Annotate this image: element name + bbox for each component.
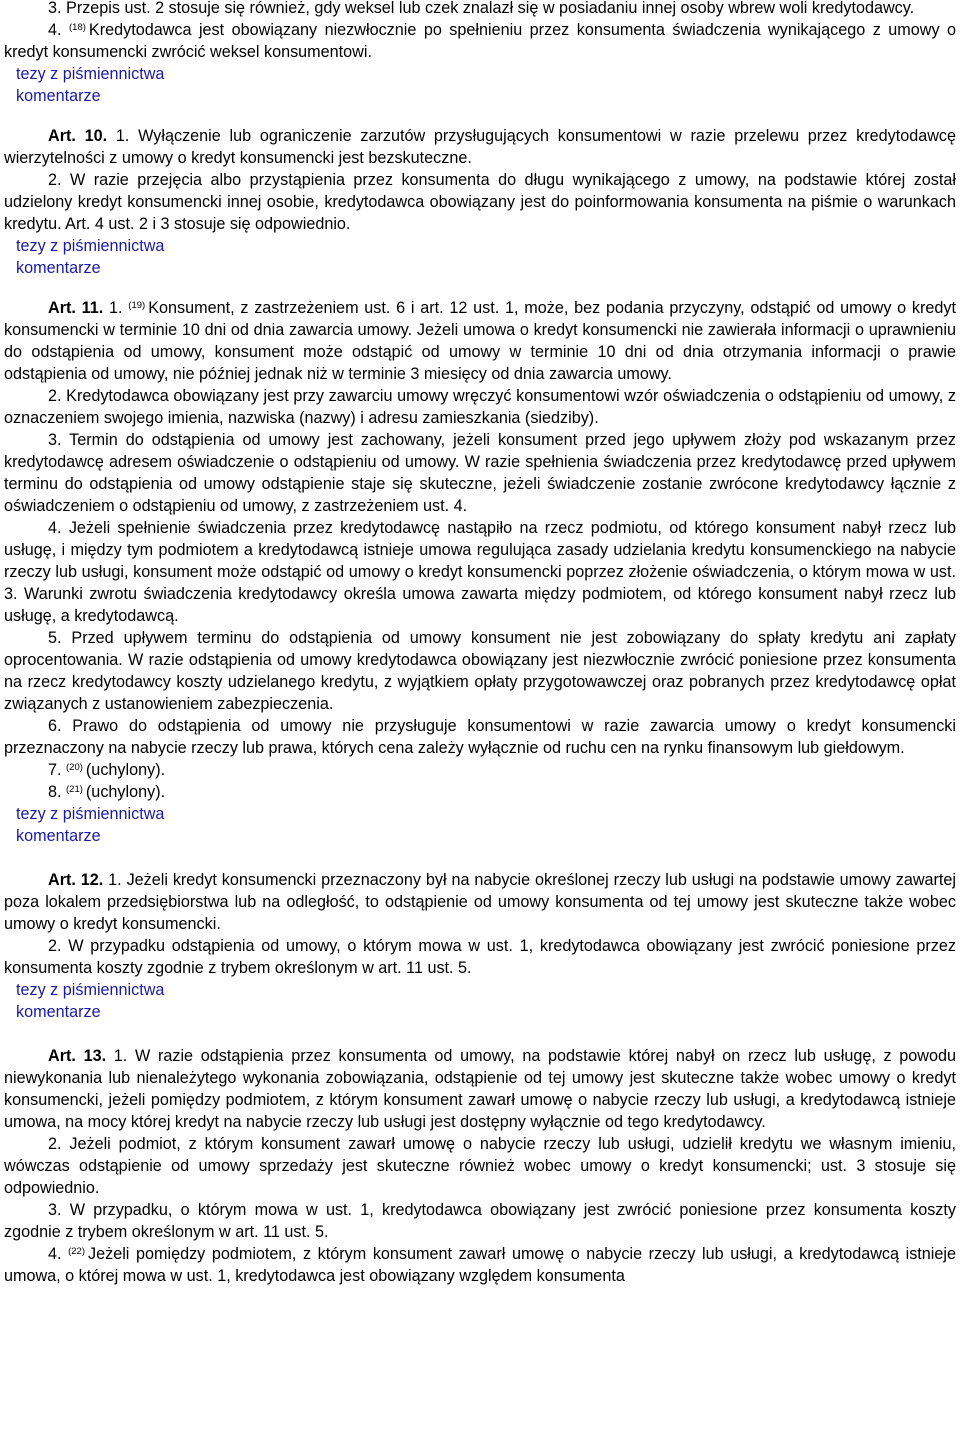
paragraph-number: 1. <box>109 299 123 317</box>
paragraph-text: (uchylony). <box>85 761 166 779</box>
paragraph-number: 4. <box>48 1245 62 1263</box>
article-heading: Art. 12. <box>48 871 104 889</box>
paragraph-number: 7. <box>48 761 62 779</box>
paragraph-text: Konsument, z zastrzeżeniem ust. 6 i art. 12 ust. 1, może, bez podania przyczyny, odstąpić od umowy o kredyt konsumencki w terminie 10 dni od dnia zawarcia umowy. Jeżeli umowa o kredyt konsumencki nie zawierała informacji o uprawnieniu do odstąpienia od umowy, konsument może odstąpić od umowy w terminie 10 dni od dnia otrzymania informacji o prawie odstąpienia od umowy, nie później jednak niż w terminie 3 miesięcy od dnia zawarcia umowy. <box>4 299 957 383</box>
paragraph-number: 4. <box>48 21 62 39</box>
paragraph-text: W razie przejęcia albo przystąpienia przez konsumenta do długu wynikającego z umowy, na podstawie której został udzielony kredyt konsumencki innej osobie, kredytodawca obowiązany jest do poinformowania konsumenta na piśmie o warunkach kredytu. Art. 4 ust. 2 i 3 stosuje się odpowiednio. <box>4 171 956 233</box>
paragraph-text: Kredytodawca jest obowiązany niezwłocznie po spełnieniu przez konsumenta świadczenia wynikającego z umowy o kredyt konsumencki zwrócić weksel konsumentowi. <box>4 21 957 61</box>
footnote-ref[interactable]: (22) <box>68 1246 86 1257</box>
article-10 <box>4 125 956 169</box>
article-heading: Art. 10. <box>48 127 108 145</box>
paragraph-text: Jeżeli kredyt konsumencki przeznaczony był na nabycie określonej rzeczy lub usługi na podstawie umowy zawartej poza lokalem przedsiębiorstwa lub na odległość, to odstąpienie od umowy konsumenta od tej umowy jest skuteczne także wobec umowy o kredyt konsumencki. <box>4 871 957 933</box>
article-12-paragraph-2: 2. W przypadku odstąpienia od umowy, o którym mowa w ust. 1, kredytodawca obowiązany jest zwrócić poniesione przez konsumenta koszty zgodnie z trybem określonym w art. 11 ust. 5. <box>4 937 956 977</box>
paragraph-3 <box>4 0 956 19</box>
paragraph-4 <box>4 19 956 63</box>
paragraph-number: 2. <box>48 171 62 189</box>
link-tezy[interactable]: tezy z piśmiennictwa <box>16 805 165 823</box>
article-11-paragraph-2: 2. Kredytodawca obowiązany jest przy zawarciu umowy wręczyć konsumentowi wzór oświadczenia o odstąpieniu od umowy, z oznaczeniem swojego imienia, nazwiska (nazwy) i adresu zamieszkania (siedziby). <box>4 387 956 427</box>
link-komentarze[interactable]: komentarze <box>16 827 101 845</box>
paragraph-text: W razie odstąpienia przez konsumenta od umowy, na podstawie której nabył on rzecz lub usługę, z powodu niewykonania lub nienależytego wykonania zobowiązania, odstąpienie od tej umowy jest skuteczne także wobec umowy o kredyt konsumencki, jeżeli pomiędzy podmiotem, z którym konsument zawarł umowę o nabycie rzeczy lub usługi, a kredytodawcą istnieje umowa, na mocy której kredyt na nabycie rzeczy lub usługi jest dostępny wyłącznie od tego kredytodawcy. <box>4 1047 957 1131</box>
paragraph-number: 1. <box>113 1047 128 1065</box>
article-11-paragraph-6: 6. Prawo do odstąpienia od umowy nie przysługuje konsumentowi w razie zawarcia umowy o kredyt konsumencki przeznaczony na nabycie rzeczy lub prawa, których cena zależy wyłącznie od ruchu cen na rynku finansowym lub giełdowym. <box>4 717 956 757</box>
footnote-ref[interactable]: (21) <box>66 784 83 795</box>
link-tezy[interactable]: tezy z piśmiennictwa <box>16 981 165 999</box>
article-heading: Art. 13. <box>48 1047 107 1065</box>
link-tezy[interactable]: tezy z piśmiennictwa <box>16 65 165 83</box>
link-komentarze[interactable]: komentarze <box>16 1003 101 1021</box>
article-11-paragraph-7 <box>4 759 956 781</box>
paragraph-text: (uchylony). <box>85 783 166 801</box>
article-11-paragraph-4: 4. Jeżeli spełnienie świadczenia przez kredytodawcę nastąpiło na rzecz podmiotu, od którego konsument nabył rzecz lub usługę, i między tym podmiotem a kredytodawcą istnieje umowa regulująca zasady udzielania kredytu konsumenckiego na nabycie rzeczy lub usługi, konsument może odstąpić od umowy o kredyt konsumencki poprzez złożenie oświadczenia, o którym mowa w ust. 3. Warunki zwrotu świadczenia kredytodawcy określa umowa zawarta między podmiotem, od którego konsument nabył rzecz lub usługę, a kredytodawcą. <box>4 519 956 625</box>
paragraph-number: 1. <box>108 871 122 889</box>
paragraph-number: 1. <box>115 127 130 145</box>
paragraph-number: 3. <box>48 0 62 17</box>
article-11 <box>4 297 956 385</box>
link-komentarze[interactable]: komentarze <box>16 87 101 105</box>
footnote-ref[interactable]: (20) <box>66 762 83 773</box>
paragraph-text: Wyłączenie lub ograniczenie zarzutów przysługujących konsumentowi w razie przelewu przez kredytodawcę wierzytelności z umowy o kredyt konsumencki jest bezskuteczne. <box>4 127 956 167</box>
paragraph-number: 8. <box>48 783 62 801</box>
link-tezy[interactable]: tezy z piśmiennictwa <box>16 237 165 255</box>
article-13-paragraph-2: 2. Jeżeli podmiot, z którym konsument zawarł umowę o nabycie rzeczy lub usługi, udzielił kredytu we własnym imieniu, wówczas odstąpienie od umowy sprzedaży jest skuteczne również wobec umowy o kredyt konsumencki; ust. 3 stosuje się odpowiednio. <box>4 1135 956 1197</box>
footnote-ref[interactable]: (19) <box>128 300 146 311</box>
article-11-paragraph-3: 3. Termin do odstąpienia od umowy jest zachowany, jeżeli konsument przed jego upływem złoży pod wskazanym przez kredytodawcę adresem oświadczenie o odstąpieniu od umowy. W razie spełnienia świadczenia przez kredytodawcę przed upływem terminu do odstąpienia od umowy odstąpienie staje się skuteczne, jeżeli świadczenie zostanie zwrócone kredytodawcy łącznie z oświadczeniem o odstąpieniu od umowy, z zastrzeżeniem ust. 4. <box>4 431 956 515</box>
article-11-paragraph-8 <box>4 781 956 803</box>
article-heading: Art. 11. <box>48 299 104 317</box>
article-10-paragraph-2 <box>4 169 956 235</box>
article-13-paragraph-4 <box>4 1243 956 1287</box>
paragraph-text: Przepis ust. 2 stosuje się również, gdy weksel lub czek znalazł się w posiadaniu innej osoby wbrew woli kredytodawcy. <box>66 0 915 17</box>
footnote-ref[interactable]: (18) <box>69 22 86 33</box>
article-13-paragraph-3: 3. W przypadku, o którym mowa w ust. 1, kredytodawca obowiązany jest zwrócić poniesione przez konsumenta koszty zgodnie z trybem określonym w art. 11 ust. 5. <box>4 1201 956 1241</box>
paragraph-text: Jeżeli pomiędzy podmiotem, z którym konsument zawarł umowę o nabycie rzeczy lub usługi, a kredytodawcą istnieje umowa, o której mowa w ust. 1, kredytodawca jest obowiązany względem konsumenta <box>4 1245 956 1285</box>
article-13 <box>4 1045 956 1133</box>
article-12 <box>4 869 956 935</box>
article-11-paragraph-5: 5. Przed upływem terminu do odstąpienia od umowy konsument nie jest zobowiązany do spłaty kredytu ani zapłaty oprocentowania. W razie odstąpienia od umowy kredytodawca obowiązany jest niezwłocznie zwrócić poniesione przez konsumenta na rzecz kredytodawcy koszty udzielanego kredytu, z wyjątkiem opłaty przygotowawczej oraz pobranych przez kredytodawcę opłat związanych z ustanowieniem zabezpieczenia. <box>4 629 956 713</box>
link-komentarze[interactable]: komentarze <box>16 259 101 277</box>
